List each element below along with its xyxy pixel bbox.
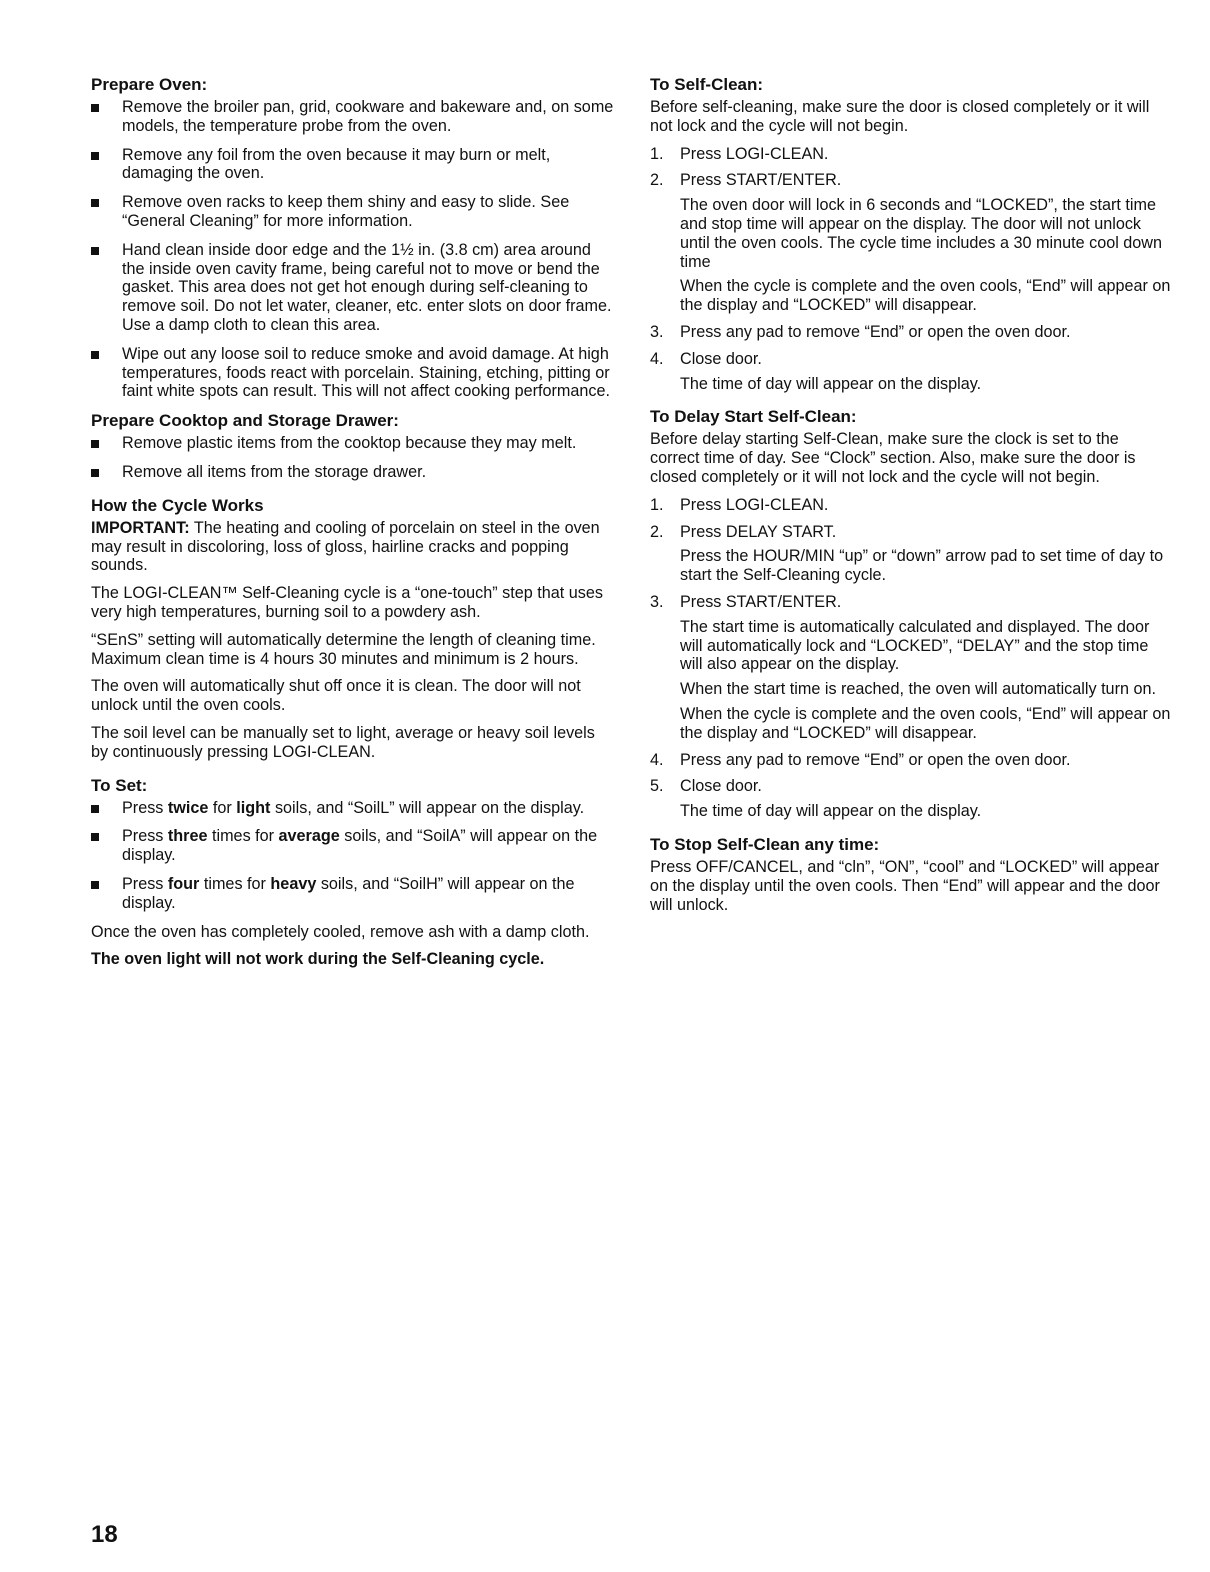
delay-start-intro: Before delay starting Self-Clean, make sure the clock is set to the correct time of day. See “Clock” section. Also, make sure the door is closed completely or it will not lock and the cycle will not begin. xyxy=(650,430,1136,486)
step-detail: When the cycle is complete and the oven cools, “End” will appear on the display and “LOCKED” will disappear. xyxy=(680,704,1171,742)
list-item: Remove plastic items from the cooktop because they may melt. xyxy=(91,434,614,453)
step-item: 1. Press LOGI-CLEAN. xyxy=(650,495,829,514)
stop-section xyxy=(650,835,1172,914)
step-item: 4. Press any pad to remove “End” or open the oven door. xyxy=(650,750,1071,769)
step-item: 1. Press LOGI-CLEAN. xyxy=(650,144,829,163)
step-item: 2. Press START/ENTER. The oven door will lock in 6 seconds and “LOCKED”, the start time and stop time will appear on the display. The door will not unlock until the oven cools. The cycle time includes a 30 minute cool down time When the cycle is complete and the oven cools, “End” will appear on the display and “LOCKED” will disappear. xyxy=(650,171,1171,315)
prepare-oven-list xyxy=(91,98,614,401)
step-detail: The oven door will lock in 6 seconds and “LOCKED”, the start time and stop time will appear on the display. The door will not unlock until the oven cools. The cycle time includes a 30 minute cool down time xyxy=(680,196,1162,271)
delay-start-heading: To Delay Start Self-Clean: xyxy=(650,407,857,427)
self-clean-steps xyxy=(650,145,1172,394)
step-item: 3. Press START/ENTER. The start time is automatically calculated and displayed. The door will automatically lock and “LOCKED”, “DELAY” and the stop time will also appear on the display. When the start time is reached, the oven will automatically turn on. When the cycle is complete and the oven cools, “End” will appear on the display and “LOCKED” will disappear. xyxy=(650,592,1171,742)
list-item: Hand clean inside door edge and the 1½ in. (3.8 cm) area around the inside oven cavity frame, being careful not to move or bend the gasket. This area does not get hot enough during self-cleaning to remove soil. Do not let water, cleaner, etc. enter slots on door frame. Use a damp cloth to clean this area. xyxy=(91,241,614,335)
prepare-cooktop-list xyxy=(91,434,614,482)
prepare-oven-heading: Prepare Oven: xyxy=(91,75,208,94)
step-detail: Press the HOUR/MIN “up” or “down” arrow pad to set time of day to start the Self-Cleaning cycle. xyxy=(680,547,1164,585)
important-paragraph xyxy=(91,519,614,575)
to-set-heading: To Set: xyxy=(91,775,148,795)
paragraph: The oven will automatically shut off once it is clean. The door will not unlock until the oven cools. xyxy=(91,677,581,715)
list-item: Remove the broiler pan, grid, cookware and bakeware and, on some models, the temperature probe from the oven. xyxy=(91,98,614,136)
self-clean-intro: Before self-cleaning, make sure the door is closed completely or it will not lock and the cycle will not begin. xyxy=(650,98,1150,135)
stop-heading: To Stop Self-Clean any time: xyxy=(650,834,880,854)
delay-start-steps xyxy=(650,496,1172,821)
prepare-cooktop-heading: Prepare Cooktop and Storage Drawer: xyxy=(91,411,399,431)
paragraph: The soil level can be manually set to light, average or heavy soil levels by continuously pressing LOGI-CLEAN. xyxy=(91,723,595,761)
paragraph: The LOGI-CLEAN™ Self-Cleaning cycle is a “one-touch” step that uses very high temperatures, burning soil to a powdery ash. xyxy=(91,584,603,621)
important-text: The heating and cooling of porcelain on steel in the oven may result in discoloring, loss of gloss, hairline cracks and popping sounds. xyxy=(91,518,600,575)
list-item: Remove any foil from the oven because it may burn or melt, damaging the oven. xyxy=(91,146,614,184)
step-item: 4. Close door. The time of day will appear on the display. xyxy=(650,350,1172,394)
step-detail: The time of day will appear on the display. xyxy=(680,374,982,393)
delay-start-section xyxy=(650,407,1172,821)
list-item: Remove all items from the storage drawer. xyxy=(91,463,614,482)
important-label: IMPORTANT: xyxy=(91,518,190,537)
to-set-list xyxy=(91,799,614,913)
list-item: Press three times for average soils, and “SoilA” will appear on the display. xyxy=(91,827,614,865)
page-number: 18 xyxy=(91,1521,118,1548)
right-column xyxy=(650,75,1172,923)
left-column xyxy=(91,75,614,978)
step-item: 3. Press any pad to remove “End” or open the oven door. xyxy=(650,322,1071,341)
step-detail: When the start time is reached, the oven will automatically turn on. xyxy=(680,680,1156,699)
step-item: 5. Close door. The time of day will appear on the display. xyxy=(650,777,1172,821)
after-paragraph: Once the oven has completely cooled, remove ash with a damp cloth. xyxy=(91,922,590,941)
oven-light-note: The oven light will not work during the Self-Cleaning cycle. xyxy=(91,950,545,969)
how-cycle-section xyxy=(91,496,614,762)
step-detail: When the cycle is complete and the oven cools, “End” will appear on the display and “LOCKED” will disappear. xyxy=(680,277,1171,315)
paragraph: “SEnS” setting will automatically determine the length of cleaning time. Maximum clean time is 4 hours 30 minutes and minimum is 2 hours. xyxy=(91,630,596,668)
how-cycle-heading: How the Cycle Works xyxy=(91,495,264,515)
self-clean-heading: To Self-Clean: xyxy=(650,75,764,94)
stop-text: Press OFF/CANCEL, and “cln”, “ON”, “cool” and “LOCKED” will appear on the display until the oven cools. Then “End” will appear and the door will unlock. xyxy=(650,857,1160,914)
list-item: Wipe out any loose soil to reduce smoke and avoid damage. At high temperatures, foods react with porcelain. Staining, etching, pitting or faint white spots can result. This will not affect cooking performance. xyxy=(91,345,614,401)
step-item: 2. Press DELAY START. Press the HOUR/MIN “up” or “down” arrow pad to set time of day to start the Self-Cleaning cycle. xyxy=(650,523,1172,585)
list-item: Press four times for heavy soils, and “SoilH” will appear on the display. xyxy=(91,875,614,913)
step-detail: The time of day will appear on the display. xyxy=(680,802,982,821)
to-set-section xyxy=(91,776,614,970)
list-item: Remove oven racks to keep them shiny and easy to slide. See “General Cleaning” for more information. xyxy=(91,193,614,231)
list-item: Press twice for light soils, and “SoilL” will appear on the display. xyxy=(91,799,614,818)
step-detail: The start time is automatically calculated and displayed. The door will automatically lock and “LOCKED”, “DELAY” and the stop time will also appear on the display. xyxy=(680,617,1150,674)
